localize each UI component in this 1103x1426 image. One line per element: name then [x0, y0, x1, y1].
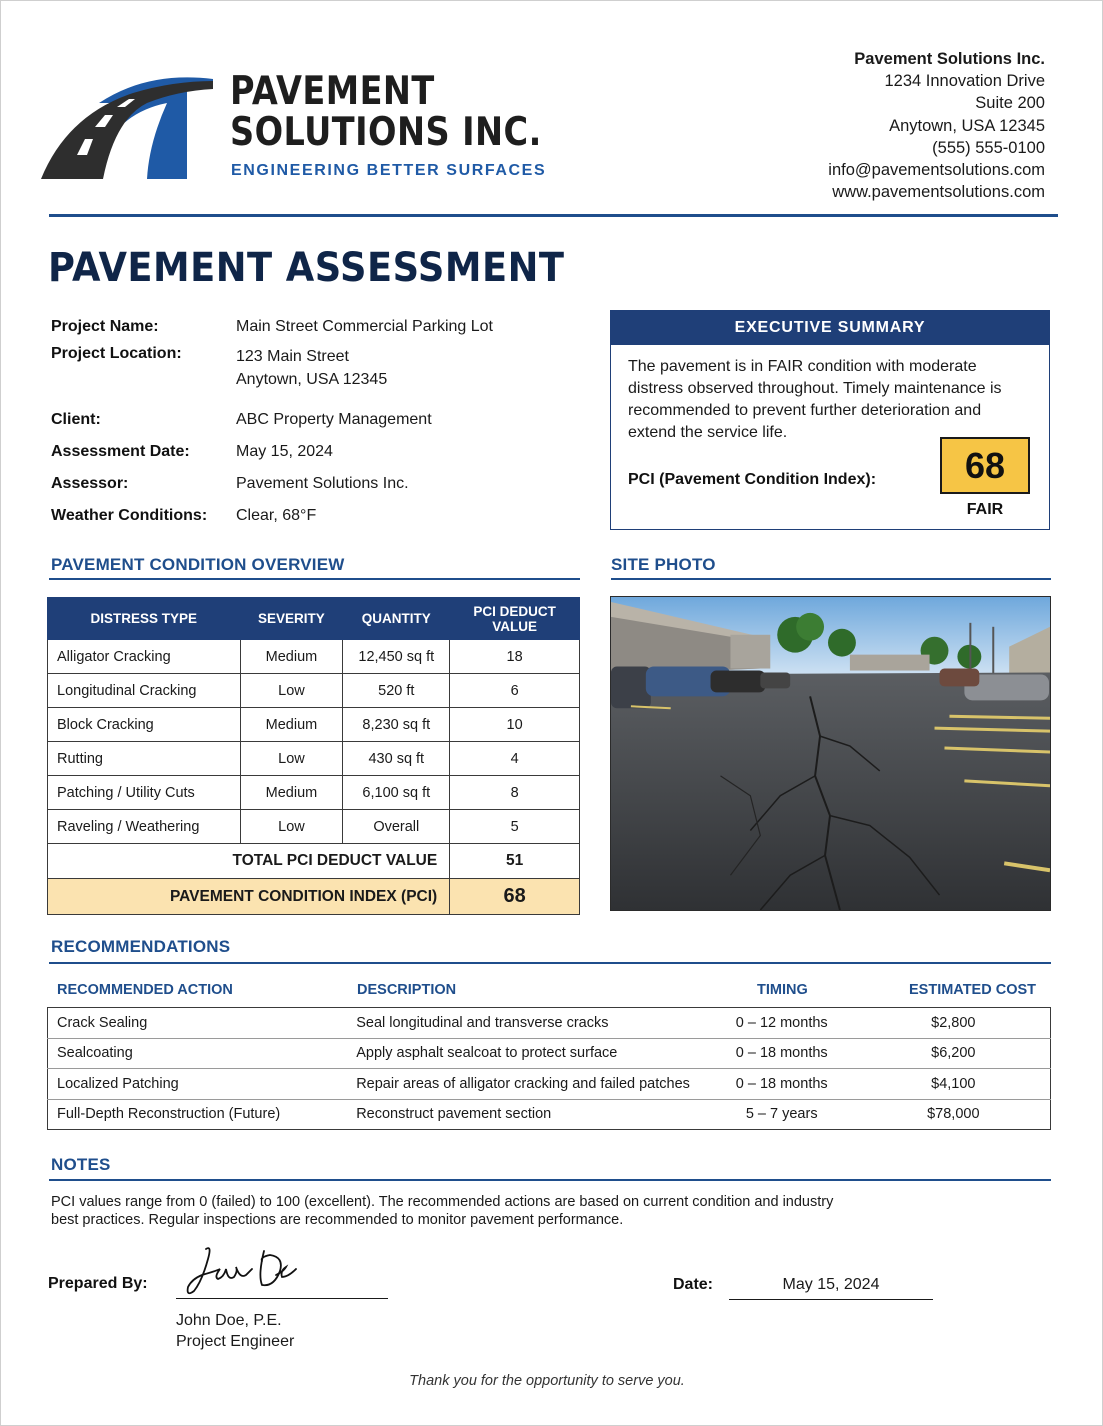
distress-quantity: 8,230 sq ft — [343, 708, 450, 742]
distress-deduct: 5 — [450, 810, 580, 844]
distress-quantity: 12,450 sq ft — [343, 640, 450, 674]
rec-timing: 0 – 18 months — [707, 1069, 857, 1100]
rec-description: Reconstruct pavement section — [356, 1106, 552, 1123]
distress-header-row — [48, 598, 580, 640]
rec-cost: $6,200 — [857, 1038, 1051, 1069]
pci-row-value: 68 — [450, 879, 580, 915]
distress-type: Patching / Utility Cuts — [48, 776, 241, 810]
distress-severity: Medium — [240, 776, 343, 810]
rec-timing: 5 – 7 years — [745, 1106, 818, 1123]
company-name: Pavement Solutions Inc. — [854, 50, 1045, 68]
project-location-line1: 123 Main Street — [236, 348, 349, 365]
recommendations-divider — [49, 962, 1051, 964]
weather-row — [51, 502, 493, 530]
rec-cost: $4,100 — [857, 1069, 1051, 1100]
distress-col-type: DISTRESS TYPE — [48, 598, 241, 640]
distress-deduct: 4 — [450, 742, 580, 776]
client-label: Client: — [51, 411, 101, 428]
table-row — [48, 708, 580, 742]
recommendations-table — [47, 1007, 1051, 1130]
executive-summary-heading: EXECUTIVE SUMMARY — [611, 311, 1049, 345]
pci-row — [48, 879, 580, 915]
distress-col-severity: SEVERITY — [240, 598, 343, 640]
table-row — [48, 640, 580, 674]
project-info — [51, 313, 493, 530]
table-row — [48, 674, 580, 708]
road-logo-icon — [37, 63, 217, 183]
distress-type: Alligator Cracking — [48, 640, 241, 674]
overview-divider — [49, 578, 580, 580]
assessor-value: Pavement Solutions Inc. — [236, 475, 409, 492]
signature-line — [176, 1298, 388, 1299]
distress-col-quantity: QUANTITY — [343, 598, 450, 640]
company-address1: 1234 Innovation Drive — [884, 72, 1045, 91]
prepared-by-label: Prepared By: — [48, 1275, 148, 1292]
distress-quantity: 520 ft — [343, 674, 450, 708]
company-address2: Suite 200 — [975, 94, 1045, 113]
distress-quantity: Overall — [343, 810, 450, 844]
distress-deduct: 6 — [450, 674, 580, 708]
notes-text: PCI values range from 0 (failed) to 100 (excellent). The recommended actions are based on current condition and industry best practices. Regular inspections are recommended to monitor pavement performance. — [51, 1194, 834, 1228]
assessment-date-row — [51, 438, 493, 466]
rec-action: Sealcoating — [48, 1038, 348, 1069]
signature — [176, 1241, 306, 1303]
distress-type: Block Cracking — [48, 708, 241, 742]
notes-divider — [49, 1179, 1051, 1181]
distress-severity: Medium — [240, 640, 343, 674]
rec-action: Full-Depth Reconstruction (Future) — [57, 1106, 281, 1123]
executive-summary-text: The pavement is in FAIR condition with moderate distress observed throughout. Timely maintenance is recommended to prevent further deterioration and extend the service life. — [628, 358, 1002, 441]
site-photo — [610, 596, 1051, 911]
notes-heading: NOTES — [51, 1155, 111, 1174]
distress-deduct: 18 — [450, 640, 580, 674]
assessment-date-label: Assessment Date: — [51, 443, 190, 460]
date-value: May 15, 2024 — [782, 1276, 880, 1293]
weather-value: Clear, 68°F — [236, 507, 317, 524]
recommendations-heading: RECOMMENDATIONS — [51, 937, 231, 956]
site-photo-divider — [611, 578, 1051, 580]
table-row — [48, 810, 580, 844]
distress-col-deduct: PCI DEDUCT VALUE — [450, 598, 580, 640]
pci-row-label: PAVEMENT CONDITION INDEX (PCI) — [48, 879, 450, 915]
project-location-label: Project Location: — [51, 345, 182, 362]
distress-deduct: 8 — [450, 776, 580, 810]
distress-table — [47, 597, 580, 915]
date-line — [729, 1299, 933, 1300]
table-row — [48, 1008, 1051, 1039]
company-contact-block — [828, 48, 1045, 203]
distress-quantity: 430 sq ft — [343, 742, 450, 776]
header-divider — [49, 214, 1058, 217]
assessment-date-value: May 15, 2024 — [236, 443, 333, 460]
table-row — [48, 1069, 1051, 1100]
distress-type: Rutting — [48, 742, 241, 776]
table-row — [48, 742, 580, 776]
pci-rating: FAIR — [966, 501, 1004, 518]
recommendations-header-row — [47, 982, 1051, 1002]
pci-label: PCI (Pavement Condition Index): — [628, 471, 877, 488]
distress-type: Longitudinal Cracking — [48, 674, 241, 708]
rec-cost: $2,800 — [857, 1008, 1051, 1039]
page-title: PAVEMENT ASSESSMENT — [48, 245, 565, 291]
brand-name-line1: PAVEMENT — [230, 69, 435, 114]
rec-col-action: RECOMMENDED ACTION — [57, 982, 233, 998]
table-row — [48, 1038, 1051, 1069]
rec-col-timing: TIMING — [757, 982, 808, 998]
assessor-label: Assessor: — [51, 475, 129, 492]
weather-label: Weather Conditions: — [51, 507, 208, 524]
assessor-row — [51, 470, 493, 498]
company-phone: (555) 555-0100 — [932, 138, 1045, 157]
rec-cost: $78,000 — [927, 1106, 980, 1123]
total-deduct-row — [48, 844, 580, 879]
rec-timing: 0 – 12 months — [707, 1008, 857, 1039]
project-location-line2: Anytown, USA 12345 — [236, 371, 388, 388]
rec-description: Repair areas of alligator cracking and failed patches — [347, 1069, 707, 1100]
total-deduct-value: 51 — [450, 844, 580, 879]
project-name-value: Main Street Commercial Parking Lot — [236, 318, 493, 335]
total-deduct-label: TOTAL PCI DEDUCT VALUE — [48, 844, 450, 879]
rec-col-cost: ESTIMATED COST — [909, 982, 1037, 998]
rec-description: Seal longitudinal and transverse cracks — [347, 1008, 707, 1039]
distress-quantity: 6,100 sq ft — [343, 776, 450, 810]
project-location-value — [236, 345, 387, 391]
project-name-label: Project Name: — [51, 318, 159, 335]
signer-name: John Doe, P.E. — [176, 1312, 282, 1329]
distress-type: Raveling / Weathering — [48, 810, 241, 844]
distress-deduct: 10 — [450, 708, 580, 742]
table-row — [48, 776, 580, 810]
site-photo-heading: SITE PHOTO — [611, 555, 716, 574]
distress-severity: Low — [240, 674, 343, 708]
client-row — [51, 406, 493, 434]
rec-action: Localized Patching — [48, 1069, 348, 1100]
client-value: ABC Property Management — [236, 411, 432, 428]
signer-block — [176, 1310, 294, 1352]
executive-summary-box — [610, 310, 1050, 530]
project-location-row — [51, 345, 493, 397]
table-row — [48, 1099, 1051, 1130]
signer-role: Project Engineer — [176, 1333, 295, 1350]
rec-action: Crack Sealing — [48, 1008, 348, 1039]
distress-severity: Medium — [240, 708, 343, 742]
company-city: Anytown, USA 12345 — [889, 116, 1045, 135]
company-web: www.pavementsolutions.com — [832, 183, 1045, 202]
rec-timing: 0 – 18 months — [707, 1038, 857, 1069]
footer-thanks: Thank you for the opportunity to serve you. — [409, 1373, 685, 1389]
brand-tagline: ENGINEERING BETTER SURFACES — [231, 162, 547, 179]
brand-name — [230, 71, 542, 153]
overview-heading: PAVEMENT CONDITION OVERVIEW — [51, 555, 345, 574]
project-name-row — [51, 313, 493, 341]
rec-description: Apply asphalt sealcoat to protect surface — [347, 1038, 707, 1069]
date-label: Date: — [673, 1276, 714, 1293]
company-email: info@pavementsolutions.com — [828, 161, 1045, 180]
rec-col-description: DESCRIPTION — [357, 982, 457, 998]
brand-name-line2: SOLUTIONS INC. — [230, 110, 542, 155]
pci-score-badge: 68 — [940, 437, 1030, 494]
distress-severity: Low — [240, 810, 343, 844]
distress-severity: Low — [240, 742, 343, 776]
